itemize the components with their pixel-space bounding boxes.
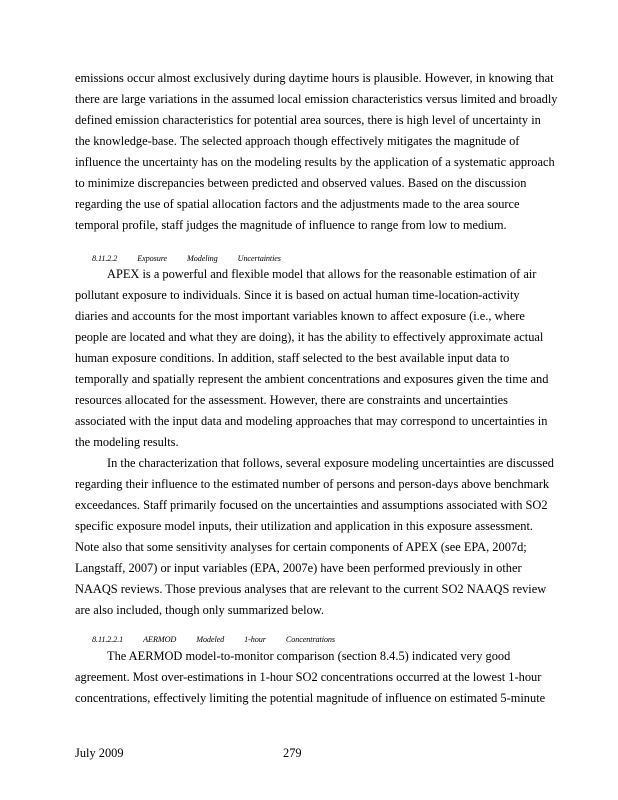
subsection-heading	[92, 635, 355, 644]
text-line: emissions occur almost exclusively during daytime hours is plausible. However, in knowing that	[75, 71, 554, 85]
page-number: 279	[283, 746, 302, 760]
text-line: diaries and accounts for the most important variables known to affect exposure (i.e., where	[75, 309, 525, 323]
heading-word: Concentrations	[285, 635, 335, 644]
text-line: the knowledge-base. The selected approach though effectively mitigates the magnitude of	[75, 134, 520, 148]
footer-date: July 2009	[75, 746, 124, 760]
text-line: Langstaff, 2007) or input variables (EPA, 2007e) have been performed previously in other	[75, 561, 522, 575]
text-line: there are large variations in the assumed local emission characteristics versus limited and broadly	[75, 92, 558, 106]
text-line: temporally and spatially represent the ambient concentrations and exposures given the time and	[75, 372, 549, 386]
text-line: human exposure conditions. In addition, staff selected to the best available input data to	[75, 351, 510, 365]
text-line: The AERMOD model-to-monitor comparison (section 8.4.5) indicated very good	[107, 649, 511, 663]
heading-word: Modeled	[196, 635, 225, 644]
text-line: to minimize discrepancies between predicted and observed values. Based on the discussion	[75, 176, 527, 190]
text-line: In the characterization that follows, several exposure modeling uncertainties are discussed	[107, 456, 554, 470]
text-line: regarding the use of spatial allocation factors and the adjustments made to the area source	[75, 197, 520, 211]
text-line: specific exposure model inputs, their utilization and application in this exposure assessment.	[75, 519, 534, 533]
text-line: pollutant exposure to individuals. Since it is based on actual human time-location-activity	[75, 288, 520, 302]
text-line: agreement. Most over-estimations in 1-hour SO2 concentrations occurred at the lowest 1-hour	[75, 670, 542, 684]
text-line: temporal profile, staff judges the magnitude of influence to range from low to medium.	[75, 218, 507, 232]
text-line: NAAQS reviews. Those previous analyses that are relevant to the current SO2 NAAQS review	[75, 582, 547, 596]
text-line: defined emission characteristics for potential area sources, there is high level of uncertainty in	[75, 113, 541, 127]
text-line: associated with the input data and modeling approaches that may correspond to uncertainties in	[75, 414, 548, 428]
text-line: regarding their influence to the estimated number of persons and person-days above benchmark	[75, 477, 550, 491]
text-line: concentrations, effectively limiting the potential magnitude of influence on estimated 5-minute	[75, 691, 546, 705]
text-line: resources allocated for the assessment. However, there are constraints and uncertainties	[75, 393, 509, 407]
body-paragraph	[75, 68, 575, 236]
text-line: are also included, though only summarized below.	[75, 603, 325, 617]
heading-word: Uncertainties	[237, 254, 281, 263]
text-line: influence the uncertainty has on the modeling results by the application of a systematic approach	[75, 155, 555, 169]
text-line: APEX is a powerful and flexible model that allows for the reasonable estimation of air	[107, 267, 537, 281]
text-line: Note also that some sensitivity analyses for certain components of APEX (see EPA, 2007d;	[75, 540, 527, 554]
heading-word: 1-hour	[244, 635, 266, 644]
body-paragraph	[75, 646, 575, 709]
text-line: people are located and what they are doing), it has the ability to effectively approximate actual	[75, 330, 544, 344]
heading-word: Modeling	[187, 254, 218, 263]
body-paragraph	[75, 264, 575, 453]
heading-word: AERMOD	[143, 635, 177, 644]
heading-word: Exposure	[137, 254, 168, 263]
body-paragraph	[75, 453, 575, 621]
text-line: the modeling results.	[75, 435, 179, 449]
heading-number: 8.11.2.2.1	[92, 635, 124, 644]
heading-number: 8.11.2.2	[92, 254, 118, 263]
section-heading	[92, 254, 301, 263]
text-line: exceedances. Staff primarily focused on the uncertainties and assumptions associated with SO2	[75, 498, 548, 512]
